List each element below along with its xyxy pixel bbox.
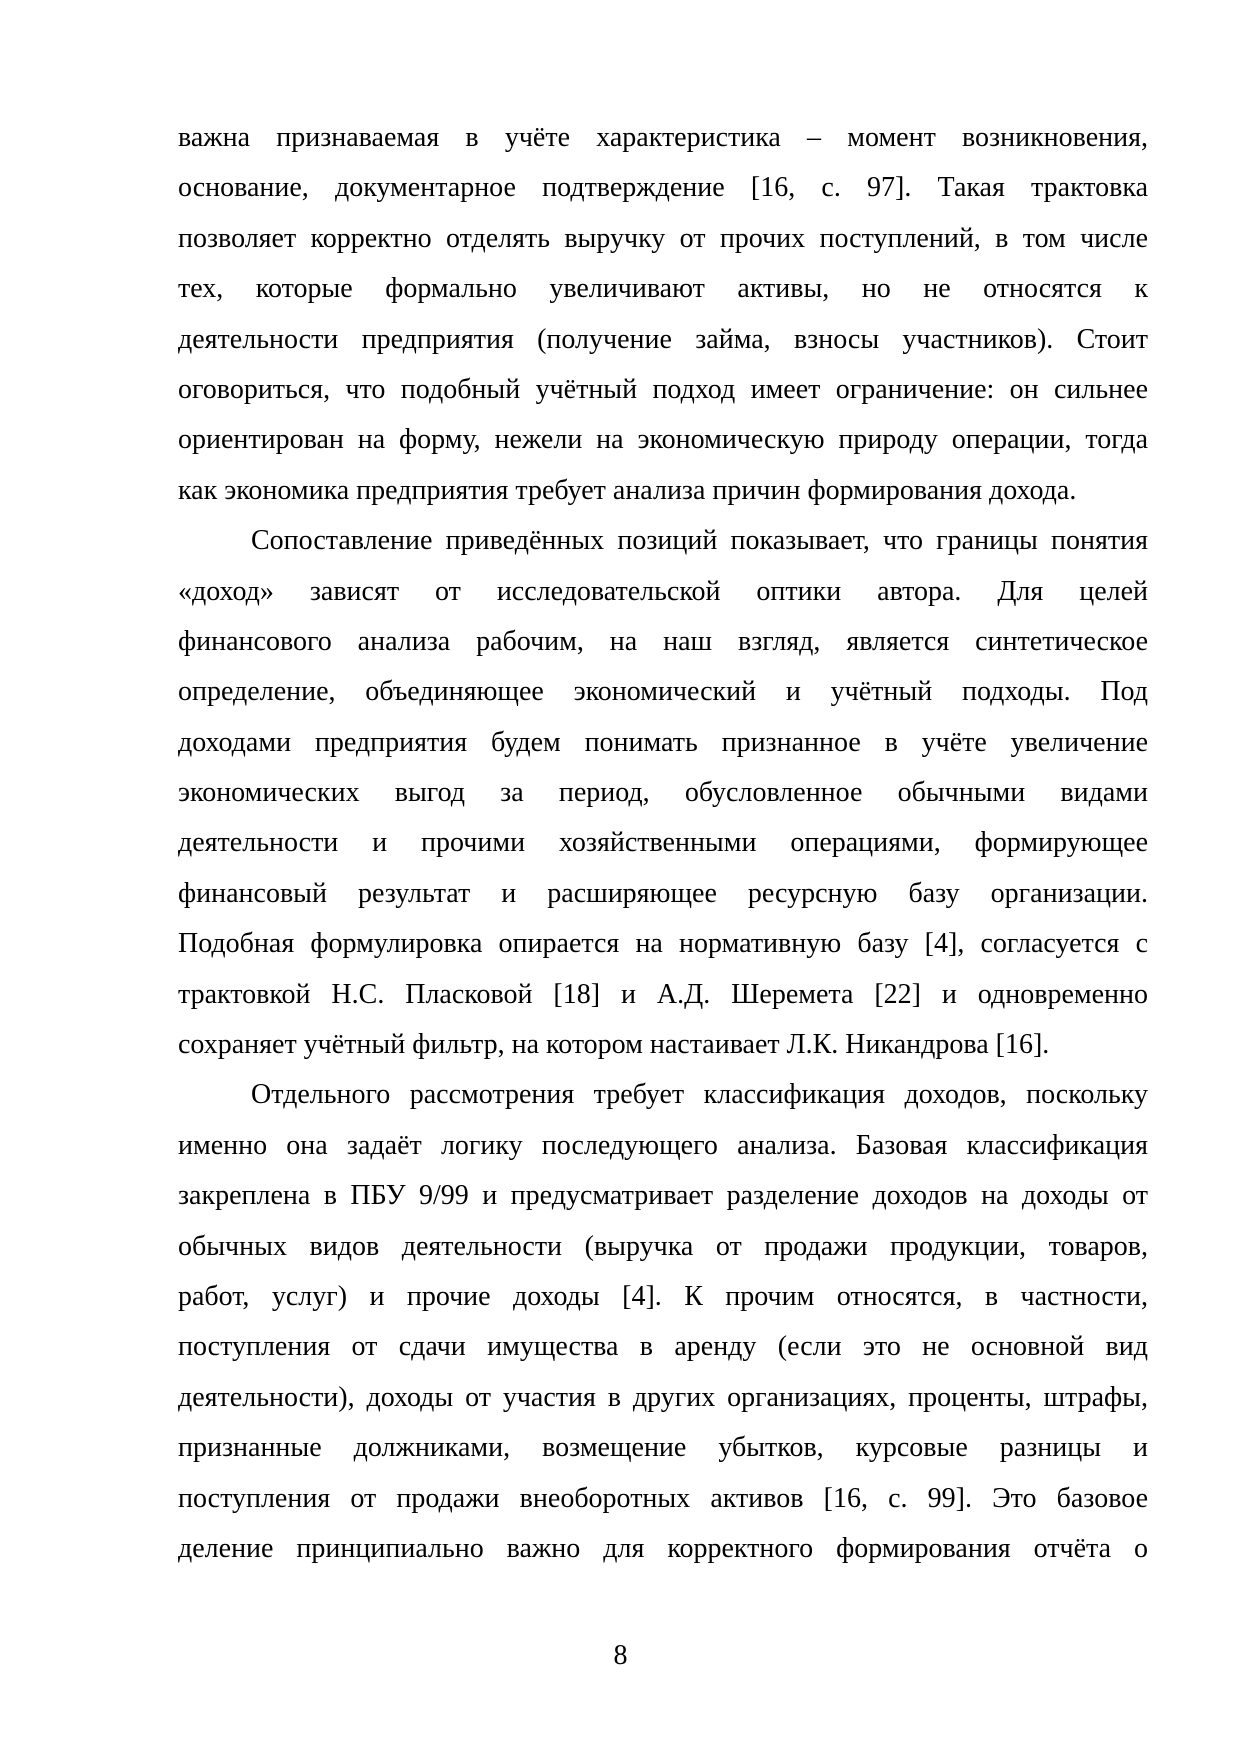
text-line: важна признаваемая в учёте характеристика – момент возникновения, (178, 122, 1148, 153)
body-text (178, 113, 1148, 1574)
text-line: Отдельного рассмотрения требует классификация доходов, поскольку (251, 1079, 1148, 1111)
text-line: оговориться, что подобный учётный подход имеет ограничение: он сильнее (178, 373, 1148, 405)
text-line: деятельности предприятия (получение займа, взносы участников). Стоит (178, 323, 1148, 355)
text-line: Сопоставление приведённых позиций показывает, что границы понятия (251, 525, 1148, 557)
paragraph-1 (178, 113, 1148, 516)
text-line: деятельности), доходы от участия в других организациях, проценты, штрафы, (178, 1381, 1148, 1413)
text-line: признанные должниками, возмещение убытков, курсовые разницы и (178, 1432, 1148, 1464)
text-line: финансовый результат и расширяющее ресурсную базу организации. (178, 877, 1148, 909)
text-line: деятельности и прочими хозяйственными операциями, формирующее (178, 827, 1148, 859)
text-line: определение, объединяющее экономический и учётный подходы. Под (178, 676, 1148, 708)
text-line: доходами предприятия будем понимать признанное в учёте увеличение (178, 726, 1148, 758)
text-line: экономических выгод за период, обусловленное обычными видами (178, 777, 1148, 809)
text-line: сохраняет учётный фильтр, на котором настаивает Л.К. Никандрова [16]. (178, 1029, 1050, 1061)
text-line: обычных видов деятельности (выручка от продажи продукции, товаров, (178, 1230, 1148, 1262)
text-line: ориентирован на форму, нежели на экономическую природу операции, тогда (178, 424, 1148, 456)
text-line: трактовкой Н.С. Пласковой [18] и А.Д. Шеремета [22] и одновременно (178, 978, 1148, 1010)
paragraph-3 (178, 1070, 1148, 1574)
text-line: «доход» зависят от исследовательской оптики автора. Для целей (178, 575, 1148, 607)
text-line: как экономика предприятия требует анализа причин формирования дохода. (178, 474, 1077, 506)
text-line: тех, которые формально увеличивают активы, но не относятся к (178, 273, 1148, 305)
text-line: деление принципиально важно для корректного формирования отчёта о (178, 1532, 1148, 1564)
text-line: Подобная формулировка опирается на нормативную базу [4], согласуется с (178, 928, 1148, 960)
page-number: 8 (613, 1640, 628, 1671)
text-line: работ, услуг) и прочие доходы [4]. К прочим относятся, в частности, (178, 1280, 1148, 1312)
text-line: финансового анализа рабочим, на наш взгляд, является синтетическое (178, 625, 1148, 657)
text-line: поступления от сдачи имущества в аренду (если это не основной вид (178, 1331, 1148, 1363)
text-line: основание, документарное подтверждение [16, с. 97]. Такая трактовка (178, 172, 1148, 204)
text-line: поступления от продажи внеоборотных активов [16, с. 99]. Это базовое (178, 1482, 1148, 1514)
paragraph-2 (178, 516, 1148, 1070)
text-line: именно она задаёт логику последующего анализа. Базовая классификация (178, 1129, 1148, 1161)
text-line: закреплена в ПБУ 9/99 и предусматривает разделение доходов на доходы от (178, 1180, 1148, 1212)
text-line: позволяет корректно отделять выручку от прочих поступлений, в том числе (178, 222, 1148, 254)
